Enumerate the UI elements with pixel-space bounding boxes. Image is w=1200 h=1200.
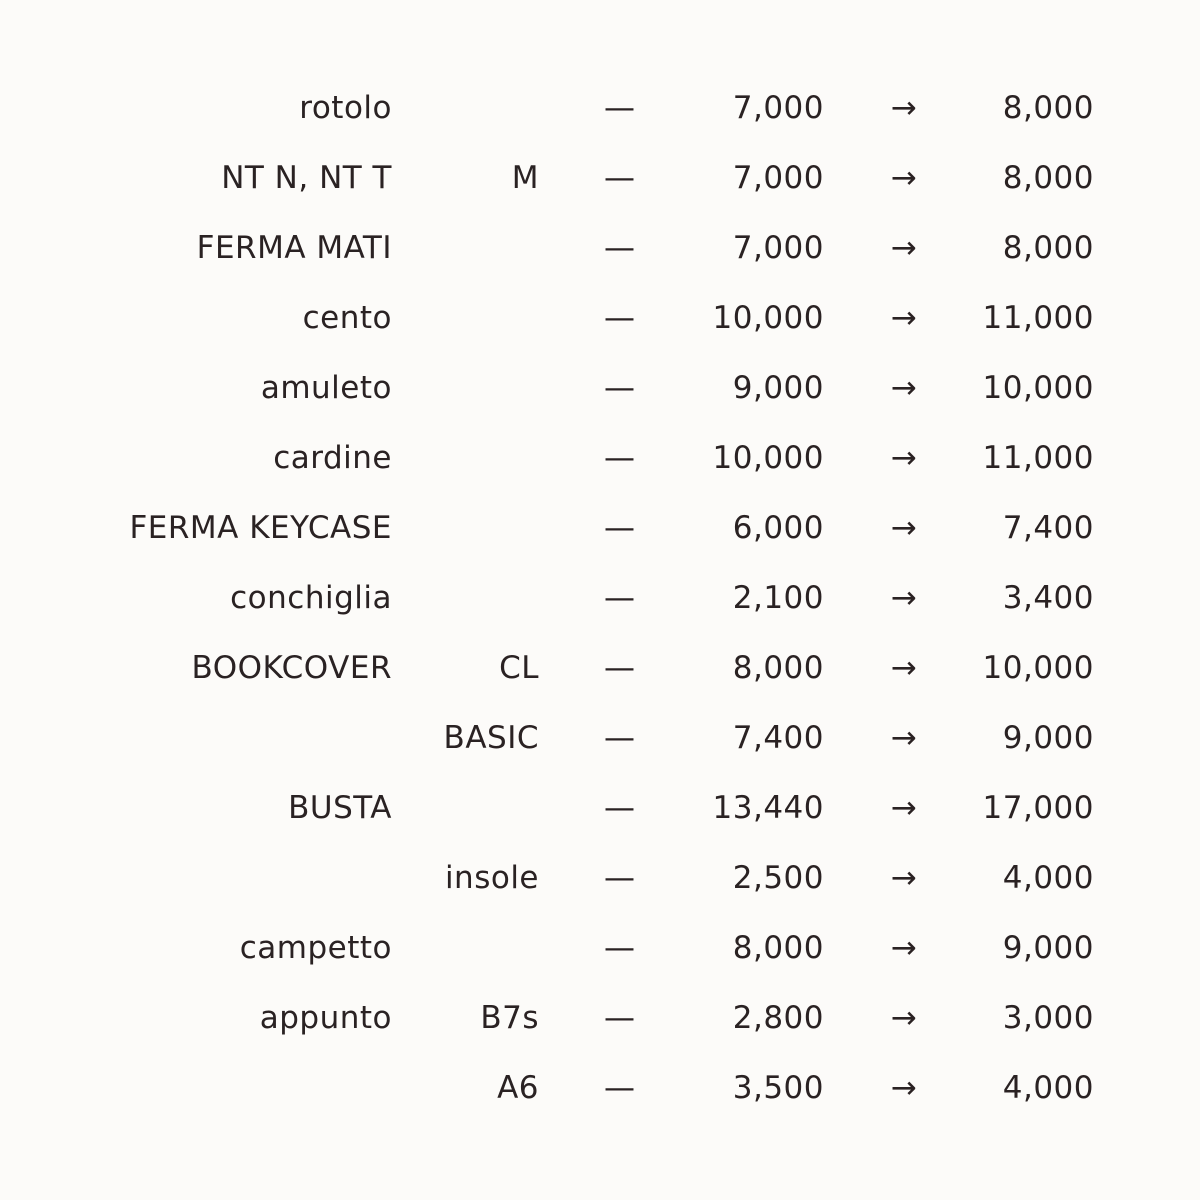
arrow-icon: → — [890, 580, 918, 616]
price-row — [0, 143, 1200, 213]
price-row — [0, 773, 1200, 843]
new-price: 3,400 — [1002, 580, 1094, 616]
product-name: appunto — [259, 1000, 392, 1036]
new-price: 10,000 — [982, 650, 1094, 686]
old-price: 2,100 — [732, 580, 824, 616]
product-name: amuleto — [260, 370, 392, 406]
new-price: 3,000 — [1002, 1000, 1094, 1036]
new-price: 10,000 — [982, 370, 1094, 406]
new-price: 8,000 — [1002, 90, 1094, 126]
product-name: rotolo — [299, 90, 392, 126]
separator-dash: — — [604, 650, 636, 686]
separator-dash: — — [604, 370, 636, 406]
product-variant: BASIC — [443, 720, 539, 756]
old-price: 13,440 — [712, 790, 824, 826]
price-row — [0, 983, 1200, 1053]
product-name: campetto — [239, 930, 392, 966]
new-price: 4,000 — [1002, 860, 1094, 896]
price-row — [0, 1053, 1200, 1123]
product-variant: B7s — [480, 1000, 539, 1036]
arrow-icon: → — [890, 90, 918, 126]
price-row — [0, 73, 1200, 143]
separator-dash: — — [604, 230, 636, 266]
separator-dash: — — [604, 90, 636, 126]
new-price: 11,000 — [982, 300, 1094, 336]
old-price: 9,000 — [732, 370, 824, 406]
old-price: 10,000 — [712, 440, 824, 476]
new-price: 7,400 — [1002, 510, 1094, 546]
price-row — [0, 423, 1200, 493]
separator-dash: — — [604, 790, 636, 826]
product-variant: insole — [444, 860, 539, 896]
product-name: conchiglia — [230, 580, 392, 616]
arrow-icon: → — [890, 230, 918, 266]
product-variant: M — [511, 160, 539, 196]
product-name: cardine — [273, 440, 392, 476]
product-name: NT N, NT T — [221, 160, 392, 196]
new-price: 11,000 — [982, 440, 1094, 476]
old-price: 6,000 — [732, 510, 824, 546]
product-variant: CL — [499, 650, 539, 686]
product-name: BUSTA — [288, 790, 392, 826]
arrow-icon: → — [890, 300, 918, 336]
separator-dash: — — [604, 440, 636, 476]
old-price: 2,800 — [732, 1000, 824, 1036]
old-price: 7,400 — [732, 720, 824, 756]
price-table — [0, 73, 1200, 1123]
old-price: 10,000 — [712, 300, 824, 336]
product-name: FERMA KEYCASE — [129, 510, 392, 546]
separator-dash: — — [604, 300, 636, 336]
product-name: FERMA MATI — [196, 230, 392, 266]
product-variant: A6 — [497, 1070, 539, 1106]
price-row — [0, 493, 1200, 563]
separator-dash: — — [604, 160, 636, 196]
arrow-icon: → — [890, 370, 918, 406]
separator-dash: — — [604, 720, 636, 756]
arrow-icon: → — [890, 650, 918, 686]
price-row — [0, 563, 1200, 633]
arrow-icon: → — [890, 1000, 918, 1036]
new-price: 9,000 — [1002, 720, 1094, 756]
old-price: 2,500 — [732, 860, 824, 896]
product-name: cento — [302, 300, 392, 336]
arrow-icon: → — [890, 160, 918, 196]
separator-dash: — — [604, 860, 636, 896]
arrow-icon: → — [890, 720, 918, 756]
arrow-icon: → — [890, 510, 918, 546]
arrow-icon: → — [890, 790, 918, 826]
old-price: 7,000 — [732, 160, 824, 196]
old-price: 7,000 — [732, 230, 824, 266]
price-row — [0, 913, 1200, 983]
separator-dash: — — [604, 510, 636, 546]
old-price: 3,500 — [732, 1070, 824, 1106]
new-price: 9,000 — [1002, 930, 1094, 966]
price-row — [0, 283, 1200, 353]
arrow-icon: → — [890, 1070, 918, 1106]
new-price: 4,000 — [1002, 1070, 1094, 1106]
new-price: 8,000 — [1002, 230, 1094, 266]
new-price: 17,000 — [982, 790, 1094, 826]
arrow-icon: → — [890, 440, 918, 476]
price-row — [0, 843, 1200, 913]
separator-dash: — — [604, 930, 636, 966]
arrow-icon: → — [890, 860, 918, 896]
separator-dash: — — [604, 580, 636, 616]
product-name: BOOKCOVER — [191, 650, 392, 686]
separator-dash: — — [604, 1070, 636, 1106]
price-row — [0, 703, 1200, 773]
price-row — [0, 353, 1200, 423]
price-row — [0, 633, 1200, 703]
old-price: 7,000 — [732, 90, 824, 126]
price-row — [0, 213, 1200, 283]
new-price: 8,000 — [1002, 160, 1094, 196]
arrow-icon: → — [890, 930, 918, 966]
old-price: 8,000 — [732, 650, 824, 686]
separator-dash: — — [604, 1000, 636, 1036]
old-price: 8,000 — [732, 930, 824, 966]
